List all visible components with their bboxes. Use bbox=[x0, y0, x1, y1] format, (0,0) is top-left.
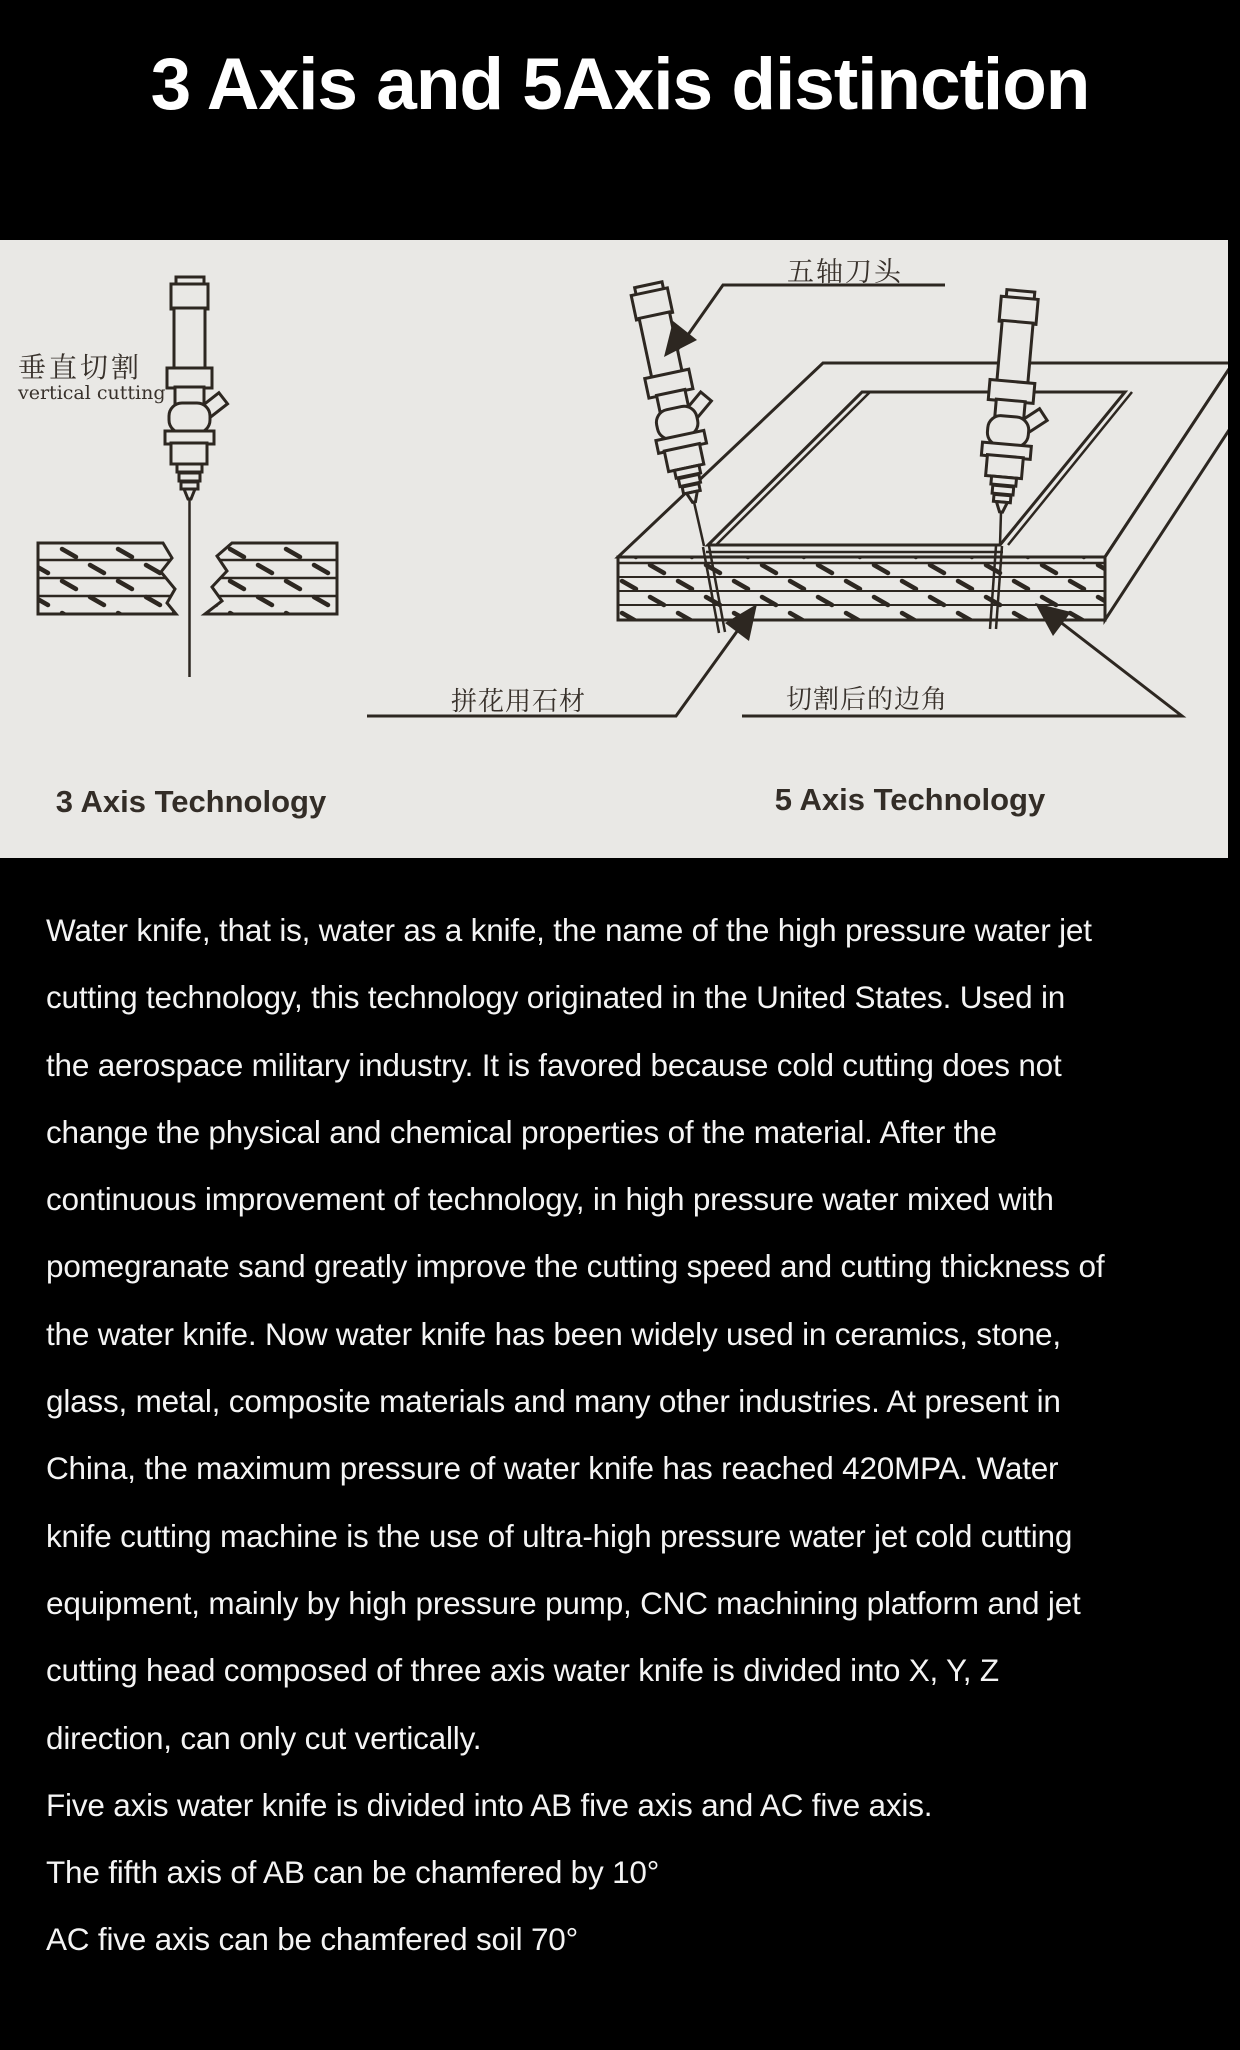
body-text-line: pomegranate sand greatly improve the cutting speed and cutting thickness of bbox=[46, 1248, 1105, 1285]
body-text-line: Five axis water knife is divided into AB five axis and AC five axis. bbox=[46, 1786, 933, 1823]
body-text-line: direction, can only cut vertically. bbox=[46, 1719, 482, 1756]
stone-material-label: 拼花用石材 bbox=[451, 687, 587, 717]
body-text-line: China, the maximum pressure of water knife has reached 420MPA. Water bbox=[46, 1450, 1059, 1487]
body-text-line: AC five axis can be chamfered soil 70° bbox=[46, 1921, 579, 1958]
three-axis-diagram bbox=[17, 277, 345, 819]
cutter-head-callout bbox=[664, 257, 945, 357]
five-axis-diagram bbox=[367, 257, 1228, 817]
stone-slab-right bbox=[200, 543, 345, 614]
cutter-head-label: 五轴刀头 bbox=[787, 257, 903, 288]
cut-edge-label: 切割后的边角 bbox=[786, 685, 949, 715]
body-text-line: cutting head composed of three axis water knife is divided into X, Y, Z bbox=[46, 1652, 999, 1689]
three-axis-caption: 3 Axis Technology bbox=[55, 784, 327, 819]
vertical-cutting-label-cn: 垂直切割 bbox=[18, 351, 143, 384]
body-text-line: Water knife, that is, water as a knife, the name of the high pressure water jet bbox=[46, 912, 1092, 948]
stone-slab-left bbox=[30, 543, 180, 614]
description-text bbox=[46, 897, 1220, 1974]
body-text-line: continuous improvement of technology, in high pressure water mixed with bbox=[46, 1181, 1054, 1218]
vertical-cutting-label-en: vertical cutting bbox=[18, 382, 166, 404]
vertical-cutting-head bbox=[165, 277, 228, 499]
body-text-line: knife cutting machine is the use of ultra-high pressure water jet cold cutting bbox=[46, 1517, 1073, 1554]
body-text-line: The fifth axis of AB can be chamfered by 10° bbox=[46, 1854, 660, 1891]
cutting-technology-diagram bbox=[0, 240, 1228, 858]
body-text-line: the water knife. Now water knife has been widely used in ceramics, stone, bbox=[46, 1315, 1061, 1352]
five-axis-caption: 5 Axis Technology bbox=[774, 782, 1046, 817]
body-text-line: change the physical and chemical properties of the material. After the bbox=[46, 1113, 997, 1150]
body-text-line: glass, metal, composite materials and many other industries. At present in bbox=[46, 1383, 1061, 1420]
body-text-line: the aerospace military industry. It is favored because cold cutting does not bbox=[46, 1046, 1062, 1083]
diagram-svg bbox=[0, 240, 1228, 858]
page-title: 3 Axis and 5Axis distinction bbox=[150, 44, 1090, 125]
body-text-line: cutting technology, this technology originated in the United States. Used in bbox=[46, 979, 1066, 1016]
body-text-line: equipment, mainly by high pressure pump, CNC machining platform and jet bbox=[46, 1584, 1081, 1621]
